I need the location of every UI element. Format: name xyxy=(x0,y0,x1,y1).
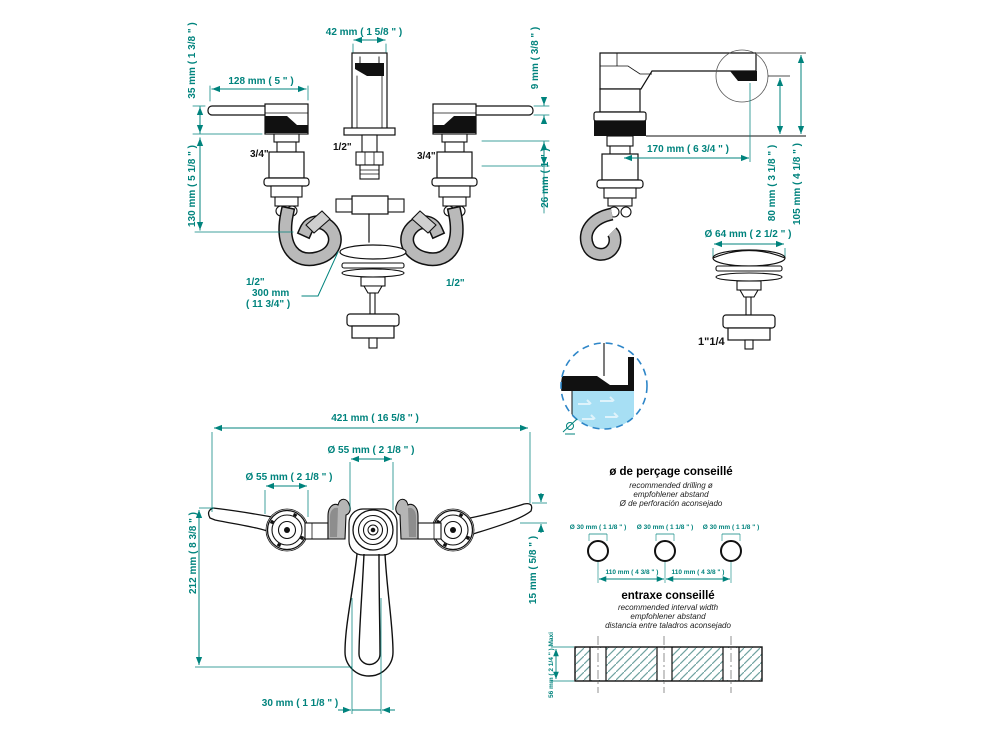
counter-section xyxy=(551,636,762,693)
dim-rosette-left: Ø 55 mm ( 2 1/8 " ) xyxy=(245,472,333,483)
detail-circle xyxy=(561,343,647,434)
hole-dim-3: Ø 30 mm ( 1 1/8 " ) xyxy=(702,524,760,531)
drill-hole-3 xyxy=(721,541,741,561)
interval-subtitle-es: distancia entre taladros aconsejado xyxy=(605,621,731,630)
drain-assembly xyxy=(713,244,785,349)
connection-size-right: 3/4" xyxy=(417,151,436,162)
drill-hole-1 xyxy=(588,541,608,561)
pop-up-drain-front xyxy=(340,245,406,348)
drilling-title: ø de perçage conseillé xyxy=(609,466,733,478)
dim-drain-cap: Ø 64 mm ( 2 1/2 " ) xyxy=(704,229,792,240)
interval-title: entraxe conseillé xyxy=(621,590,715,602)
detail-marker xyxy=(563,419,577,434)
interval-subtitle-de: empfohlener abstand xyxy=(630,612,706,621)
center-rosette-top xyxy=(349,509,397,555)
drilling-subtitle-de: empfohlener abstand xyxy=(633,490,709,499)
drilling-subtitle-es: Ø de perforación aconsejado xyxy=(619,499,723,508)
dim-lever-rise: 15 mm ( 5/8 " ) xyxy=(528,535,539,605)
connection-size-right-hose: 1/2" xyxy=(446,278,465,289)
dim-spout-reach: 170 mm ( 6 3/4 " ) xyxy=(646,144,729,155)
interval-subtitle-en: recommended interval width xyxy=(617,603,719,612)
spout-aerator-tip xyxy=(730,71,757,81)
hose-note-size: 1/2" xyxy=(246,277,265,288)
connection-size-left: 3/4" xyxy=(250,149,269,160)
hole-dim-2: Ø 30 mm ( 1 1/8 " ) xyxy=(636,524,694,531)
dim-counter-thickness: 56 mm ( 2 1/4 '' ) Maxi xyxy=(548,632,555,698)
dim-rosette-center: Ø 55 mm ( 2 1/8 " ) xyxy=(327,445,415,456)
connection-size-center: 1/2" xyxy=(333,142,352,153)
dim-handle-length: 128 mm ( 5 " ) xyxy=(228,76,294,87)
water-zone xyxy=(572,389,634,431)
hole-dim-1: Ø 30 mm ( 1 1/8 " ) xyxy=(569,524,627,531)
dim-total-width: 421 mm ( 16 5/8 '' ) xyxy=(331,413,419,424)
drain-thread-size: 1"1/4 xyxy=(698,336,725,348)
right-valve-front xyxy=(432,104,533,216)
dim-flange: 26 mm ( 1 " ) xyxy=(540,148,551,208)
hose-note-length: 300 mm xyxy=(252,288,290,299)
spacing-dim-2: 110 mm ( 4 3/8 " ) xyxy=(671,569,725,576)
dim-depth: 212 mm ( 8 3/8 " ) xyxy=(188,512,199,595)
right-lever-top xyxy=(431,504,532,552)
dim-spout-width: 42 mm ( 1 5/8 " ) xyxy=(325,27,403,38)
drilling-subtitle-en: recommended drilling ø xyxy=(629,481,713,490)
dim-spout-tube: 30 mm ( 1 1/8 " ) xyxy=(261,698,339,709)
dim-under-body: 130 mm ( 5 1/8 " ) xyxy=(187,145,198,228)
dim-total-height: 105 mm ( 4 1/8 " ) xyxy=(792,143,803,226)
right-hose xyxy=(407,211,457,259)
dim-spout-height: 80 mm ( 3 1/8 " ) xyxy=(767,144,778,222)
left-hose xyxy=(285,211,335,259)
dim-handle-height: 35 mm ( 1 3/8 " ) xyxy=(187,22,198,99)
dim-spout-edge: 9 mm ( 3/8 " ) xyxy=(530,26,541,90)
drill-hole-2 xyxy=(655,541,675,561)
side-hose xyxy=(586,214,615,254)
left-lever-top xyxy=(209,508,310,552)
hose-note-inches: ( 11 3/4" ) xyxy=(246,299,291,310)
spacing-dim-1: 110 mm ( 4 3/8 " ) xyxy=(605,569,659,576)
